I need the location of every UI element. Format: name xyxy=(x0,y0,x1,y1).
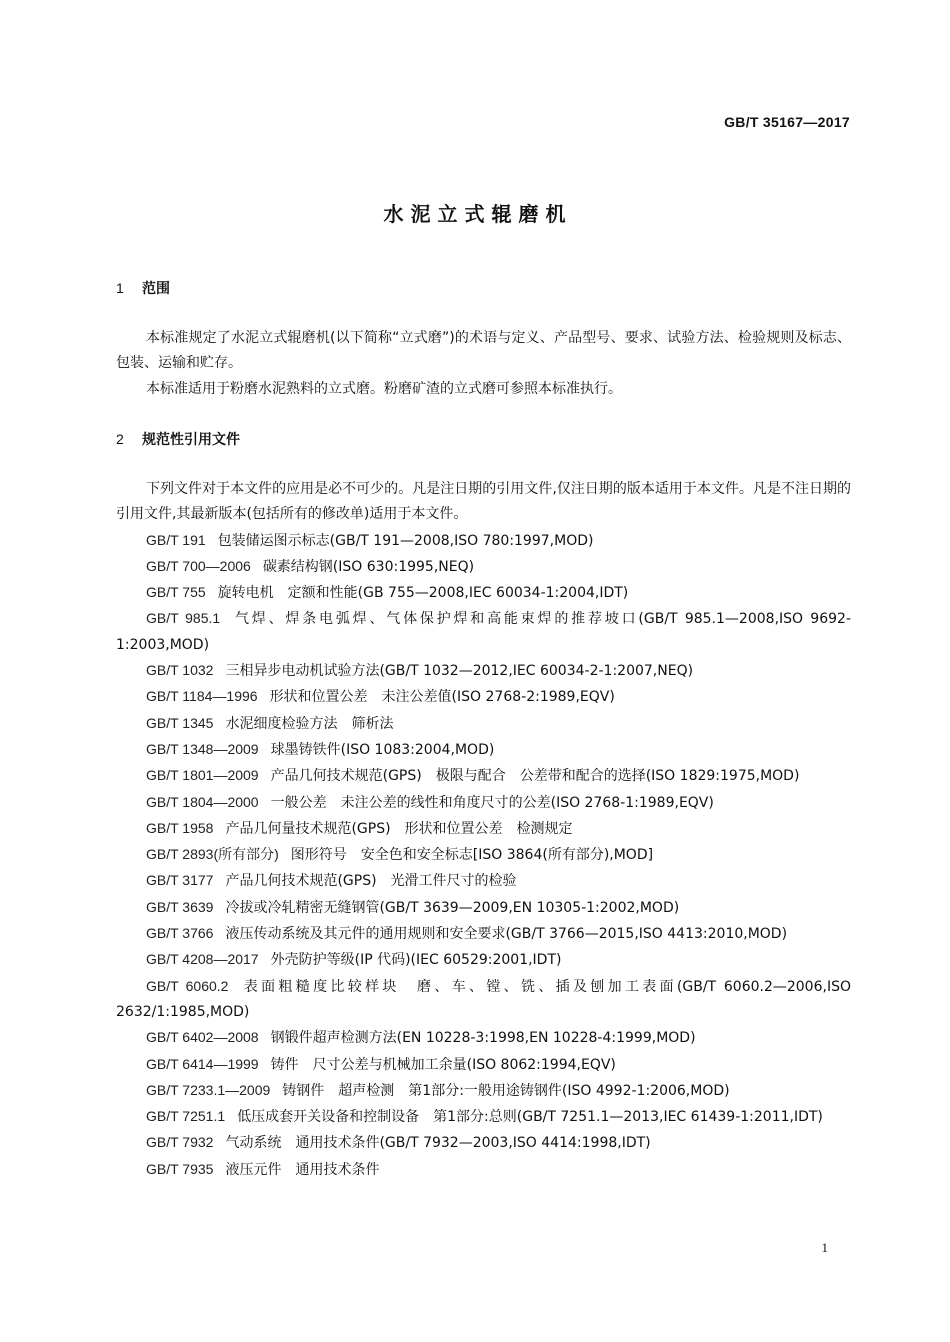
section-1-body xyxy=(116,326,851,402)
reference-title: 形状和位置公差 未注公差值(ISO 2768-2:1989,EQV) xyxy=(269,689,615,706)
reference-title: 表面粗糙度比较样块 磨、车、镗、铣、插及刨加工表面(GB/T 6060.2—2006,ISO 2632/1:1985,MOD) xyxy=(116,978,851,1020)
reference-title: 水泥细度检验方法 筛析法 xyxy=(225,715,394,732)
reference-title: 外壳防护等级(IP 代码)(IEC 60529:2001,IDT) xyxy=(270,952,562,969)
reference-title: 产品几何技术规范(GPS) 极限与配合 公差带和配合的选择(ISO 1829:1975,MOD) xyxy=(270,768,800,785)
reference-title: 低压成套开关设备和控制设备 第1部分:总则(GB/T 7251.1—2013,IEC 61439-1:2011,IDT) xyxy=(237,1109,823,1126)
reference-item xyxy=(116,737,851,763)
section-2-number: 2 xyxy=(116,431,124,447)
reference-code: GB/T 755 xyxy=(146,584,206,601)
reference-code: GB/T 7932 xyxy=(146,1134,214,1151)
reference-item xyxy=(116,1104,851,1130)
reference-title: 气动系统 通用技术条件(GB/T 7932—2003,ISO 4414:1998,IDT) xyxy=(225,1135,651,1152)
section-1-paragraph: 本标准适用于粉磨水泥熟料的立式磨。粉磨矿渣的立式磨可参照本标准执行。 xyxy=(146,380,622,397)
reference-code: GB/T 3766 xyxy=(146,925,214,942)
reference-title: 产品几何技术规范(GPS) 光滑工件尺寸的检验 xyxy=(225,873,517,890)
reference-item xyxy=(116,921,851,947)
reference-item xyxy=(116,606,851,658)
reference-title: 一般公差 未注公差的线性和角度尺寸的公差(ISO 2768-1:1989,EQV) xyxy=(270,794,714,811)
reference-code: GB/T 7233.1—2009 xyxy=(146,1081,271,1098)
reference-code: GB/T 1801—2009 xyxy=(146,767,259,784)
reference-title: 冷拔或冷轧精密无缝钢管(GB/T 3639—2009,EN 10305-1:2002,MOD) xyxy=(225,899,680,916)
reference-item xyxy=(116,763,851,789)
reference-code: GB/T 700—2006 xyxy=(146,557,251,574)
reference-code: GB/T 4208—2017 xyxy=(146,951,259,968)
reference-item xyxy=(116,1078,851,1104)
reference-title: 钢锻件超声检测方法(EN 10228-3:1998,EN 10228-4:1999,MOD) xyxy=(270,1030,696,1047)
reference-title: 旋转电机 定额和性能(GB 755—2008,IEC 60034-1:2004,IDT) xyxy=(217,585,629,602)
reference-item xyxy=(116,790,851,816)
reference-item xyxy=(116,528,851,554)
section-2-heading xyxy=(116,431,240,448)
reference-title: 液压元件 通用技术条件 xyxy=(225,1161,380,1178)
reference-title: 碳素结构钢(ISO 630:1995,NEQ) xyxy=(262,558,475,575)
reference-list xyxy=(116,528,851,1183)
reference-code: GB/T 2893(所有部分) xyxy=(146,846,279,863)
reference-code: GB/T 6402—2008 xyxy=(146,1029,259,1046)
section-1-title: 范围 xyxy=(142,281,170,297)
reference-title: 气焊、焊条电弧焊、气体保护焊和高能束焊的推荐坡口(GB/T 985.1—2008,ISO 9692-1:2003,MOD) xyxy=(116,611,851,653)
reference-title: 铸钢件 超声检测 第1部分:一般用途铸钢件(ISO 4992-1:2006,MOD) xyxy=(282,1082,730,1099)
page-number: 1 xyxy=(821,1240,828,1255)
reference-title: 产品几何量技术规范(GPS) 形状和位置公差 检测规定 xyxy=(225,820,573,837)
reference-code: GB/T 1032 xyxy=(146,662,214,679)
reference-item xyxy=(116,1130,851,1156)
reference-title: 图形符号 安全色和安全标志[ISO 3864(所有部分),MOD] xyxy=(290,847,654,864)
reference-item xyxy=(116,1052,851,1078)
reference-title: 包装储运图示标志(GB/T 191—2008,ISO 780:1997,MOD) xyxy=(217,532,594,549)
reference-item xyxy=(116,554,851,580)
reference-code: GB/T 1958 xyxy=(146,819,214,836)
reference-title: 球墨铸铁件(ISO 1083:2004,MOD) xyxy=(270,741,495,758)
reference-code: GB/T 1804—2000 xyxy=(146,793,259,810)
reference-code: GB/T 985.1 xyxy=(146,610,221,627)
reference-item xyxy=(116,684,851,710)
reference-title: 三相异步电动机试验方法(GB/T 1032—2012,IEC 60034-2-1:2007,NEQ) xyxy=(225,663,694,680)
reference-code: GB/T 6414—1999 xyxy=(146,1055,259,1072)
reference-code: GB/T 3177 xyxy=(146,872,214,889)
reference-title: 液压传动系统及其元件的通用规则和安全要求(GB/T 3766—2015,ISO 4413:2010,MOD) xyxy=(225,926,788,943)
reference-item xyxy=(116,816,851,842)
section-1-heading xyxy=(116,280,170,297)
reference-item xyxy=(116,1157,851,1183)
section-2-body xyxy=(116,477,851,1183)
reference-item xyxy=(116,947,851,973)
section-1-number: 1 xyxy=(116,280,124,296)
reference-item xyxy=(116,658,851,684)
section-1-paragraph: 本标准规定了水泥立式辊磨机(以下简称“立式磨”)的术语与定义、产品型号、要求、试验方法、检验规则及标志、包装、运输和贮存。 xyxy=(116,330,851,372)
reference-code: GB/T 1345 xyxy=(146,714,214,731)
section-2-title: 规范性引用文件 xyxy=(142,432,240,448)
reference-code: GB/T 7935 xyxy=(146,1160,214,1177)
reference-code: GB/T 191 xyxy=(146,531,206,548)
reference-code: GB/T 1348—2009 xyxy=(146,740,259,757)
reference-item xyxy=(116,868,851,894)
reference-item xyxy=(116,895,851,921)
reference-code: GB/T 1184—1996 xyxy=(146,688,258,705)
standard-code: GB/T 35167—2017 xyxy=(724,114,850,130)
reference-item xyxy=(116,842,851,868)
section-2-intro: 下列文件对于本文件的应用是必不可少的。凡是注日期的引用文件,仅注日期的版本适用于本文件。凡是不注日期的引用文件,其最新版本(包括所有的修改单)适用于本文件。 xyxy=(116,481,851,523)
reference-code: GB/T 7251.1 xyxy=(146,1108,226,1125)
reference-item xyxy=(116,974,851,1026)
reference-item xyxy=(116,1025,851,1051)
document-title: 水泥立式辊磨机 xyxy=(383,202,573,226)
reference-item xyxy=(116,580,851,606)
reference-code: GB/T 3639 xyxy=(146,898,214,915)
reference-code: GB/T 6060.2 xyxy=(146,977,229,994)
reference-title: 铸件 尺寸公差与机械加工余量(ISO 8062:1994,EQV) xyxy=(270,1056,616,1073)
reference-item xyxy=(116,711,851,737)
